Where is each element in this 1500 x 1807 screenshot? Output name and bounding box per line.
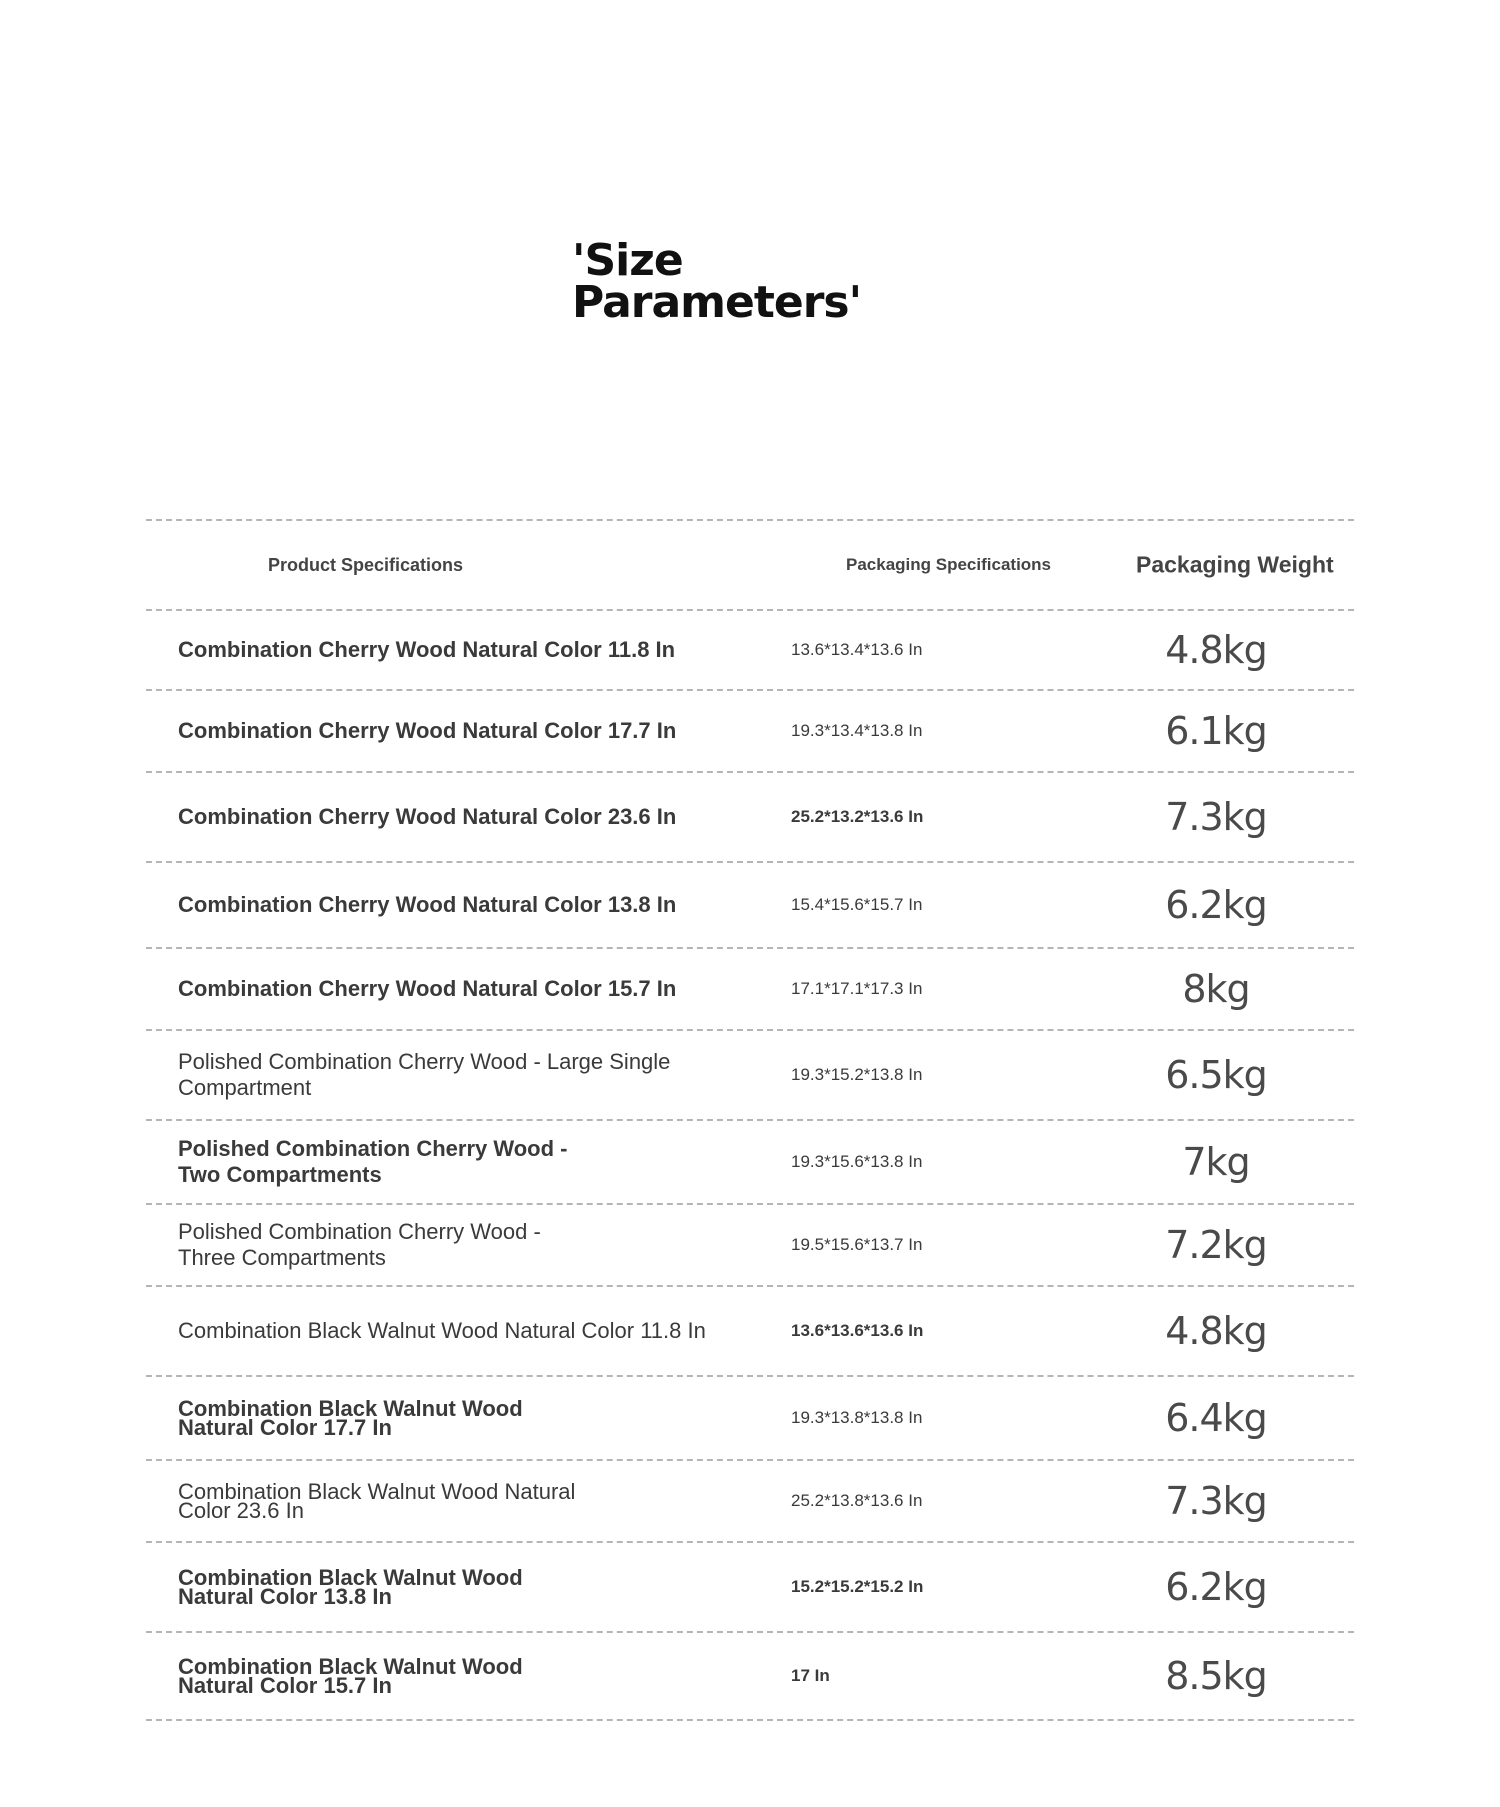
size-parameters-table [146,519,1354,1721]
product-spec: Combination Black Walnut Wood Natural Color 11.8 In [178,1318,706,1343]
packaging-spec: 13.6*13.6*13.6 In [791,1321,924,1340]
packaging-weight: 4.8kg [1165,1309,1267,1353]
packaging-spec: 25.2*13.2*13.6 In [791,807,924,826]
packaging-weight: 7kg [1182,1140,1250,1184]
product-spec: Combination Black Walnut Wood Natural Color 23.6 In [178,1479,576,1523]
table-row [146,1543,1354,1631]
page-title: 'Size Parameters' [572,235,862,328]
packaging-spec: 19.5*15.6*13.7 In [791,1235,923,1254]
packaging-spec: 19.3*13.8*13.8 In [791,1408,923,1427]
header-weight: Packaging Weight [1136,551,1334,578]
product-spec: Combination Black Walnut Wood Natural Color 15.7 In [178,1654,523,1698]
packaging-weight: 6.2kg [1165,1565,1267,1609]
table-row [146,1633,1354,1719]
packaging-weight: 7.2kg [1165,1223,1267,1267]
packaging-spec: 15.2*15.2*15.2 In [791,1577,924,1596]
table-row [146,1461,1354,1541]
table-row [146,611,1354,689]
product-spec: Combination Cherry Wood Natural Color 11.8 In [178,637,676,662]
packaging-weight: 6.5kg [1165,1053,1267,1097]
packaging-spec: 19.3*15.6*13.8 In [791,1152,923,1171]
packaging-weight: 4.8kg [1165,628,1267,672]
product-spec: Combination Cherry Wood Natural Color 17.7 In [178,718,677,743]
product-spec: Combination Black Walnut Wood Natural Color 13.8 In [178,1565,523,1609]
table-row [146,773,1354,861]
table-row [146,1031,1354,1119]
table-row [146,1205,1354,1285]
product-spec: Combination Cherry Wood Natural Color 23.6 In [178,804,677,829]
product-spec: Polished Combination Cherry Wood - Two Compartments [178,1136,568,1187]
packaging-weight: 8.5kg [1165,1654,1267,1698]
packaging-weight: 7.3kg [1165,795,1267,839]
product-spec: Combination Cherry Wood Natural Color 13.8 In [178,892,677,917]
header-product: Product Specifications [268,555,464,575]
packaging-weight: 6.4kg [1165,1396,1267,1440]
table-row [146,1287,1354,1375]
packaging-weight: 8kg [1182,967,1250,1011]
packaging-spec: 17 In [791,1666,830,1685]
packaging-weight: 6.1kg [1165,709,1267,753]
table-row [146,863,1354,947]
packaging-spec: 19.3*13.4*13.8 In [791,721,923,740]
packaging-weight: 6.2kg [1165,883,1267,927]
table-header [146,521,1354,609]
table-row [146,1377,1354,1459]
product-spec: Polished Combination Cherry Wood - Three Compartments [178,1219,541,1270]
table-row [146,691,1354,771]
table-row [146,1121,1354,1203]
packaging-weight: 7.3kg [1165,1479,1267,1523]
packaging-spec: 13.6*13.4*13.6 In [791,640,923,659]
packaging-spec: 15.4*15.6*15.7 In [791,895,923,914]
divider [146,1719,1354,1721]
product-spec: Polished Combination Cherry Wood - Large Single Compartment [178,1049,671,1100]
packaging-spec: 17.1*17.1*17.3 In [791,979,923,998]
packaging-spec: 19.3*15.2*13.8 In [791,1065,923,1084]
table-row [146,949,1354,1029]
packaging-spec: 25.2*13.8*13.6 In [791,1491,923,1510]
header-packaging: Packaging Specifications [846,555,1052,574]
product-spec: Combination Cherry Wood Natural Color 15.7 In [178,976,677,1001]
product-spec: Combination Black Walnut Wood Natural Color 17.7 In [178,1396,523,1440]
